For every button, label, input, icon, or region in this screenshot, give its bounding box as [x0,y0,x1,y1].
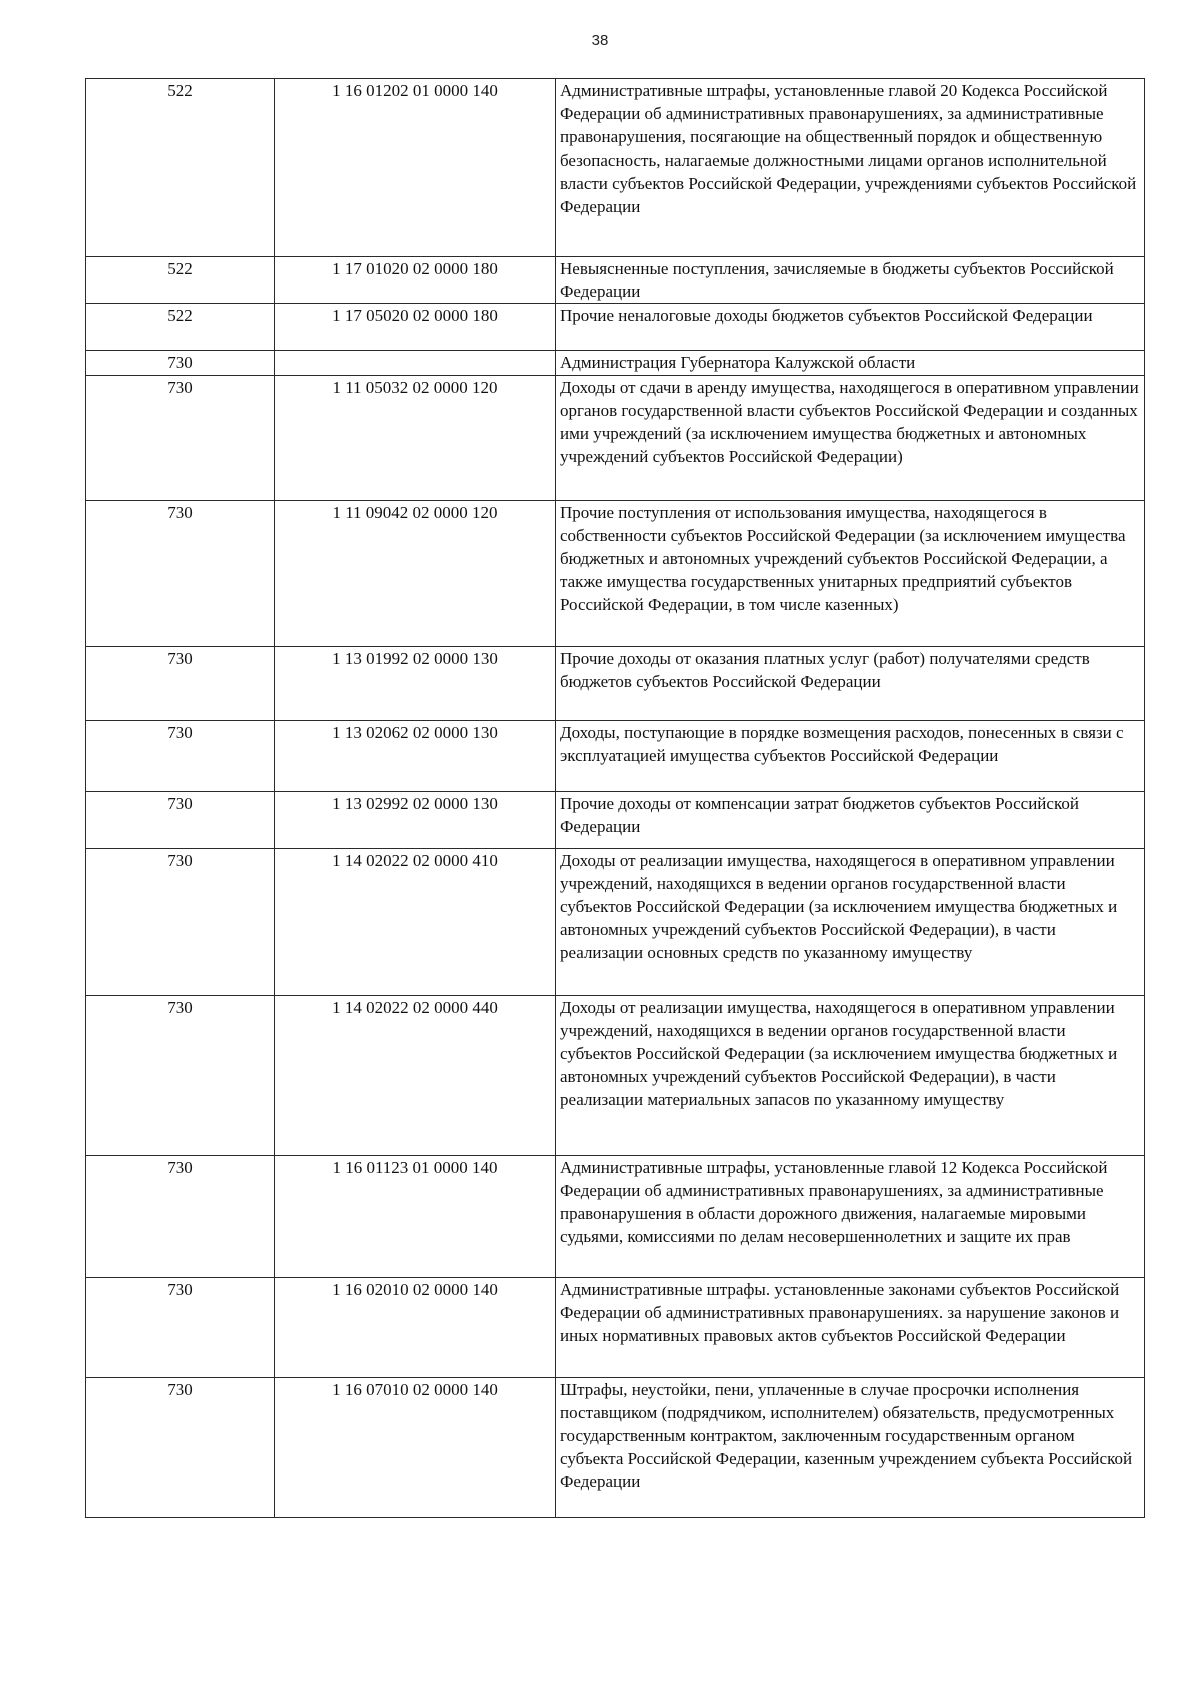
budget-code-cell: 1 16 01202 01 0000 140 [275,79,556,257]
budget-code-cell: 1 14 02022 02 0000 410 [275,848,556,995]
table-row [86,720,1145,791]
budget-code-cell: 1 14 02022 02 0000 440 [275,995,556,1155]
admin-code-cell: 730 [86,1277,275,1377]
description-cell: Административные штрафы. установленные законами субъектов Российской Федерации об административных правонарушениях. за нарушение законов и иных нормативных правовых актов субъектов Российской Федерации [556,1277,1145,1377]
budget-code-cell: 1 16 02010 02 0000 140 [275,1277,556,1377]
page-number: 38 [591,32,609,49]
table-row [86,848,1145,995]
table-row [86,1155,1145,1277]
description-cell: Доходы, поступающие в порядке возмещения расходов, понесенных в связи с эксплуатацией имущества субъектов Российской Федерации [556,720,1145,791]
admin-code-cell: 730 [86,1377,275,1517]
budget-code-cell: 1 13 02062 02 0000 130 [275,720,556,791]
description-cell: Прочие неналоговые доходы бюджетов субъектов Российской Федерации [556,304,1145,351]
description-cell: Прочие поступления от использования имущества, находящегося в собственности субъектов Российской Федерации (за исключением имущества бюджетных и автономных учреждений субъектов Российской Федерации, а также имущества государственных унитарных предприятий субъектов Российской Федерации, в том числе казенных) [556,500,1145,646]
table-row [86,500,1145,646]
budget-code-cell: 1 11 09042 02 0000 120 [275,500,556,646]
description-cell: Администрация Губернатора Калужской области [556,351,1145,375]
description-cell: Прочие доходы от оказания платных услуг (работ) получателями средств бюджетов субъектов Российской Федерации [556,646,1145,720]
description-cell: Доходы от реализации имущества, находящегося в оперативном управлении учреждений, находящихся в ведении органов государственной власти субъектов Российской Федерации (за исключением имущества бюджетных и автономных учреждений субъектов Российской Федерации), в части реализации материальных запасов по указанному имуществу [556,995,1145,1155]
description-cell: Доходы от реализации имущества, находящегося в оперативном управлении учреждений, находящихся в ведении органов государственной власти субъектов Российской Федерации (за исключением имущества бюджетных и автономных учреждений субъектов Российской Федерации), в части реализации основных средств по указанному имуществу [556,848,1145,995]
admin-code-cell: 730 [86,791,275,848]
table-row [86,351,1145,375]
table-row [86,1377,1145,1517]
description-cell: Административные штрафы, установленные главой 12 Кодекса Российской Федерации об административных правонарушениях, за административные правонарушения в области дорожного движения, налагаемые мировыми судьями, комиссиями по делам несовершеннолетних и защите их прав [556,1155,1145,1277]
budget-code-cell: 1 13 01992 02 0000 130 [275,646,556,720]
budget-code-cell: 1 16 07010 02 0000 140 [275,1377,556,1517]
budget-code-cell: 1 17 01020 02 0000 180 [275,257,556,304]
admin-code-cell: 730 [86,500,275,646]
budget-code-cell [275,351,556,375]
description-cell: Штрафы, неустойки, пени, уплаченные в случае просрочки исполнения поставщиком (подрядчиком, исполнителем) обязательств, предусмотренных государственным контрактом, заключенным государственным органом субъекта Российской Федерации, казенным учреждением субъекта Российской Федерации [556,1377,1145,1517]
admin-code-cell: 730 [86,720,275,791]
admin-code-cell: 522 [86,257,275,304]
table-row [86,995,1145,1155]
description-cell: Прочие доходы от компенсации затрат бюджетов субъектов Российской Федерации [556,791,1145,848]
table-row [86,1277,1145,1377]
admin-code-cell: 730 [86,1155,275,1277]
admin-code-cell: 522 [86,304,275,351]
budget-revenue-table [85,78,1145,1518]
table-row [86,257,1145,304]
admin-code-cell: 730 [86,646,275,720]
description-cell: Невыясненные поступления, зачисляемые в бюджеты субъектов Российской Федерации [556,257,1145,304]
table-row [86,646,1145,720]
table-row [86,304,1145,351]
admin-code-cell: 730 [86,848,275,995]
budget-code-cell: 1 16 01123 01 0000 140 [275,1155,556,1277]
table-row [86,79,1145,257]
budget-code-cell: 1 11 05032 02 0000 120 [275,375,556,500]
budget-code-cell: 1 17 05020 02 0000 180 [275,304,556,351]
admin-code-cell: 730 [86,375,275,500]
admin-code-cell: 522 [86,79,275,257]
description-cell: Административные штрафы, установленные главой 20 Кодекса Российской Федерации об административных правонарушениях, за административные правонарушения, посягающие на общественный порядок и общественную безопасность, налагаемые должностными лицами органов исполнительной власти субъектов Российской Федерации, учреждениями субъектов Российской Федерации [556,79,1145,257]
admin-code-cell: 730 [86,995,275,1155]
budget-code-cell: 1 13 02992 02 0000 130 [275,791,556,848]
table-row [86,791,1145,848]
description-cell: Доходы от сдачи в аренду имущества, находящегося в оперативном управлении органов государственной власти субъектов Российской Федерации и созданных ими учреждений (за исключением имущества бюджетных и автономных учреждений субъектов Российской Федерации) [556,375,1145,500]
table-row [86,375,1145,500]
admin-code-cell: 730 [86,351,275,375]
